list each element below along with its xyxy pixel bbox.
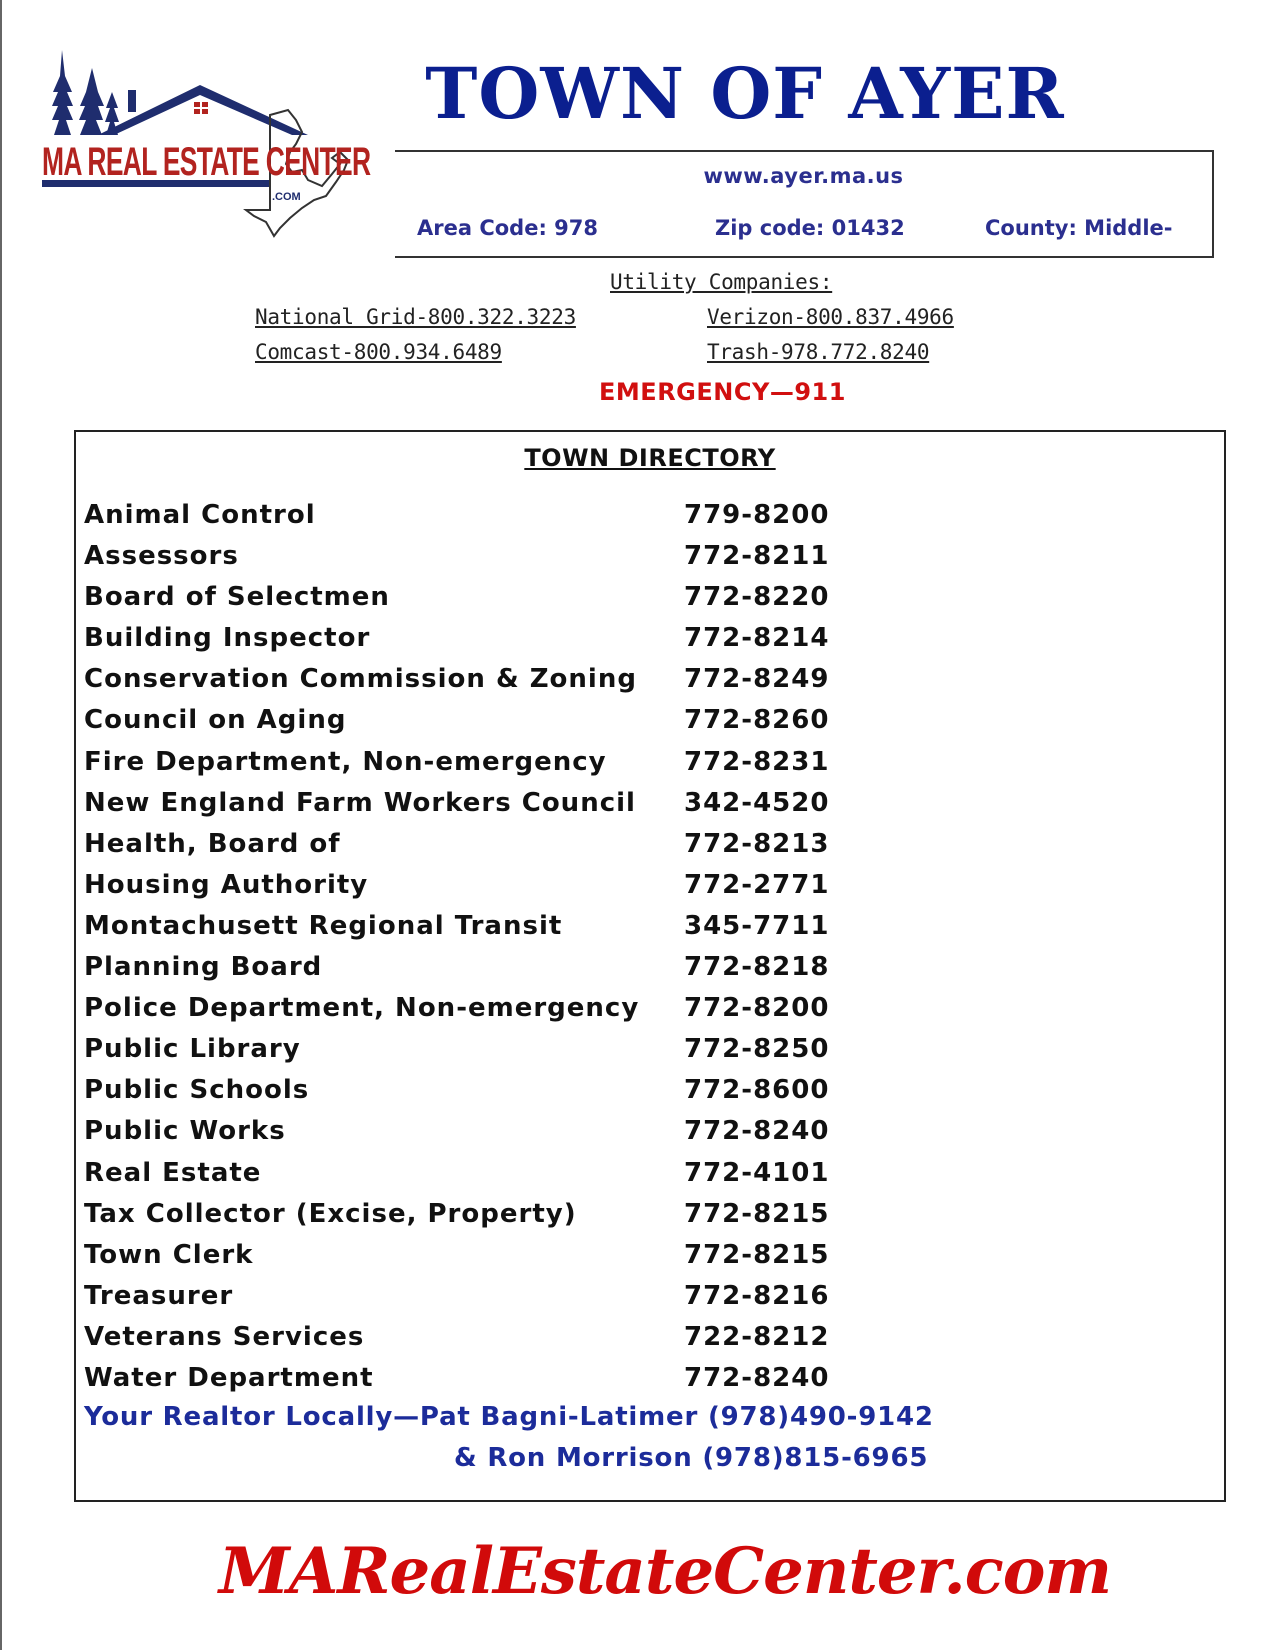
directory-name: Water Department xyxy=(84,1362,374,1393)
utility-trash: Trash-978.772.8240 xyxy=(707,340,930,364)
area-code: Area Code: 978 xyxy=(417,216,598,240)
county: County: Middle- xyxy=(985,216,1173,240)
house-roof-icon xyxy=(98,85,308,135)
directory-row xyxy=(84,582,1184,623)
directory-phone: 772-2771 xyxy=(684,869,830,900)
directory-name: Planning Board xyxy=(84,952,323,983)
pine-trees-icon xyxy=(52,50,119,135)
directory-list xyxy=(84,500,1184,1404)
directory-row xyxy=(84,993,1184,1034)
directory-row xyxy=(84,1281,1184,1322)
directory-name: Public Schools xyxy=(84,1075,310,1106)
directory-name: Veterans Services xyxy=(84,1321,365,1352)
directory-name: Conservation Commission & Zoning xyxy=(84,664,637,695)
directory-phone: 772-8216 xyxy=(684,1280,830,1311)
directory-name: New England Farm Workers Council xyxy=(84,787,636,818)
website-url[interactable]: www.ayer.ma.us xyxy=(703,164,904,188)
directory-phone: 345-7711 xyxy=(684,910,830,941)
directory-phone: 772-8231 xyxy=(684,746,830,777)
directory-row xyxy=(84,705,1184,746)
utility-heading: Utility Companies: xyxy=(610,270,833,294)
directory-phone: 772-8218 xyxy=(684,952,830,983)
directory-phone: 772-8215 xyxy=(684,1239,830,1270)
directory-phone: 772-8211 xyxy=(684,541,830,572)
directory-row xyxy=(84,1075,1184,1116)
directory-name: Public Library xyxy=(84,1034,301,1065)
directory-phone: 722-8212 xyxy=(684,1321,830,1352)
directory-row xyxy=(84,911,1184,952)
directory-name: Public Works xyxy=(84,1116,286,1147)
directory-phone: 772-8200 xyxy=(684,993,830,1024)
directory-heading: TOWN DIRECTORY xyxy=(524,444,776,472)
directory-row xyxy=(84,541,1184,582)
directory-phone: 772-8600 xyxy=(684,1075,830,1106)
town-info-box xyxy=(395,150,1214,258)
directory-name: Assessors xyxy=(84,541,239,572)
directory-phone: 772-8240 xyxy=(684,1362,830,1393)
directory-name: Health, Board of xyxy=(84,828,341,859)
directory-name: Board of Selectmen xyxy=(84,582,390,613)
utility-verizon: Verizon-800.837.4966 xyxy=(707,305,954,329)
emergency-number: EMERGENCY—911 xyxy=(599,378,846,406)
directory-row xyxy=(84,870,1184,911)
realtor-line-1: Your Realtor Locally—Pat Bagni-Latimer (978)490-9142 xyxy=(84,1402,934,1432)
directory-name: Montachusett Regional Transit xyxy=(84,910,563,941)
directory-row xyxy=(84,829,1184,870)
directory-name: Housing Authority xyxy=(84,869,369,900)
directory-row xyxy=(84,747,1184,788)
realtor-line-2: & Ron Morrison (978)815-6965 xyxy=(454,1443,929,1473)
directory-row xyxy=(84,788,1184,829)
directory-name: Town Clerk xyxy=(84,1239,254,1270)
directory-phone: 772-8250 xyxy=(684,1034,830,1065)
utility-national-grid: National Grid-800.322.3223 xyxy=(255,305,576,329)
directory-row xyxy=(84,1116,1184,1157)
directory-name: Tax Collector (Excise, Property) xyxy=(84,1198,577,1229)
page-title: TOWN OF AYER xyxy=(425,52,1065,135)
directory-name: Animal Control xyxy=(84,500,316,530)
town-directory xyxy=(74,430,1226,1502)
zip-code: Zip code: 01432 xyxy=(715,216,905,240)
directory-phone: 772-8260 xyxy=(684,705,830,736)
page-edge xyxy=(0,0,2,1650)
directory-phone: 779-8200 xyxy=(684,500,830,530)
directory-row xyxy=(84,1240,1184,1281)
directory-row xyxy=(84,664,1184,705)
directory-row xyxy=(84,623,1184,664)
directory-row xyxy=(84,952,1184,993)
directory-name: Police Department, Non-emergency xyxy=(84,993,640,1024)
ma-real-estate-center-logo xyxy=(40,40,380,250)
directory-phone: 772-8249 xyxy=(684,664,830,695)
directory-name: Council on Aging xyxy=(84,705,347,736)
footer-website[interactable]: MARealEstateCenter.com xyxy=(218,1534,1112,1609)
directory-phone: 772-8215 xyxy=(684,1198,830,1229)
logo-suffix: .COM xyxy=(272,191,301,203)
directory-name: Real Estate xyxy=(84,1157,262,1188)
directory-phone: 772-8220 xyxy=(684,582,830,613)
directory-name: Fire Department, Non-emergency xyxy=(84,746,607,777)
directory-phone: 342-4520 xyxy=(684,787,830,818)
directory-row xyxy=(84,1199,1184,1240)
directory-row xyxy=(84,1158,1184,1199)
directory-row xyxy=(84,1322,1184,1363)
directory-phone: 772-8214 xyxy=(684,623,830,654)
directory-row xyxy=(84,500,1184,541)
directory-row xyxy=(84,1034,1184,1075)
directory-phone: 772-8240 xyxy=(684,1116,830,1147)
utility-comcast: Comcast-800.934.6489 xyxy=(255,340,502,364)
directory-phone: 772-8213 xyxy=(684,828,830,859)
directory-name: Building Inspector xyxy=(84,623,371,654)
directory-name: Treasurer xyxy=(84,1280,234,1311)
directory-phone: 772-4101 xyxy=(684,1157,830,1188)
directory-row xyxy=(84,1363,1184,1404)
logo-text: MA REAL ESTATE CENTER xyxy=(42,140,371,184)
